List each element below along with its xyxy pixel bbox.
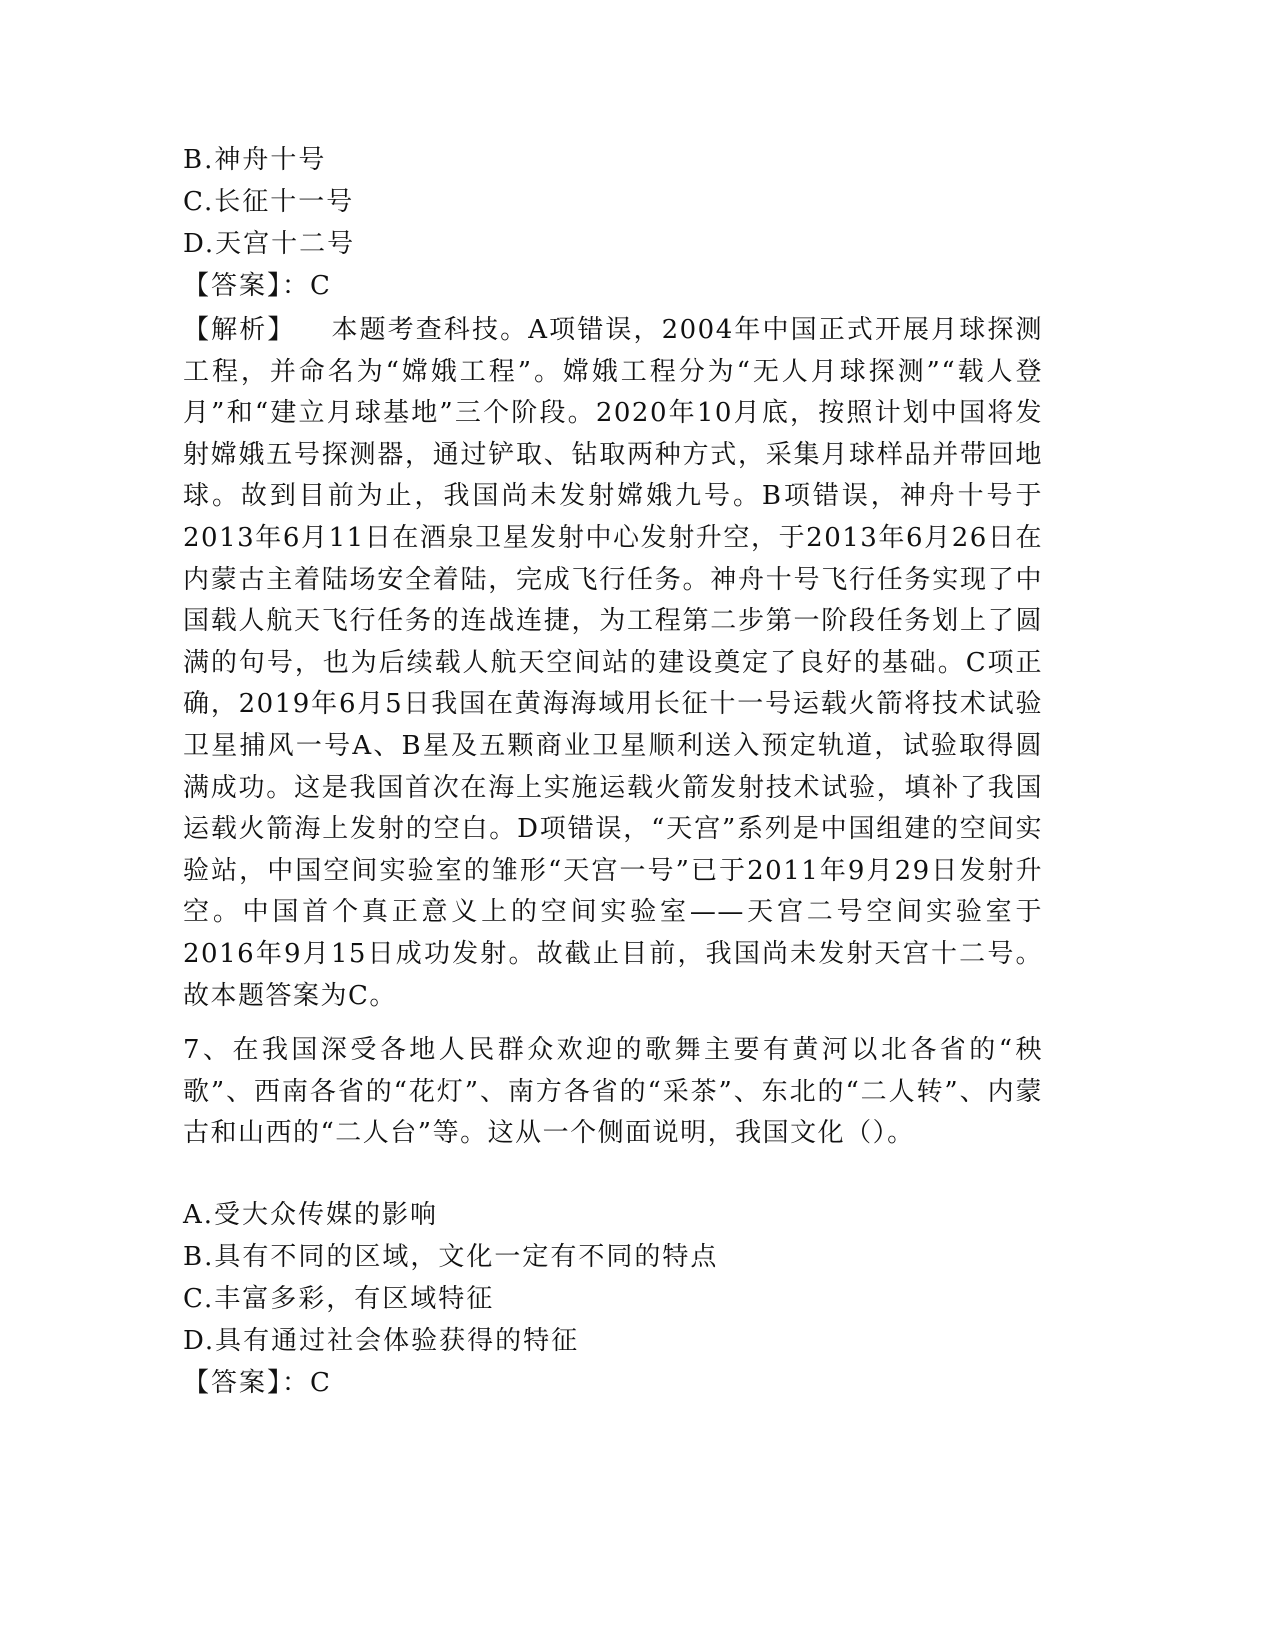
q7-option-d: D.具有通过社会体验获得的特征 <box>183 1326 580 1356</box>
q7-option-c: C.丰富多彩，有区域特征 <box>183 1284 495 1314</box>
q6-answer: 【答案】：C <box>183 271 332 301</box>
q6-analysis-text: 本题考查科技。A项错误，2004年中国正式开展月球探测工程，并命名为“嫦娥工程”。嫦娥工程分为“无人月球探测”“载人登月”和“建立月球基地”三个阶段。2020年10月底，按照计划中国将发射嫦娥五号探测器，通过铲取、钻取两种方式，采集月球样品并带回地球。故到目前为止，我国尚未发射嫦娥九号。B项错误，神舟十号于2013年6月11日在酒泉卫星发射中心发射升空，于2013年6月26日在内蒙古主着陆场安全着陆，完成飞行任务。神舟十号飞行任务实现了中国载人航天飞行任务的连战连捷，为工程第二步第一阶段任务划上了圆满的句号，也为后续载人航天空间站的建设奠定了良好的基础。C项正确，2019年6月5日我国在黄海海域用长征十一号运载火箭将技术试验卫星捕风一号A、B星及五颗商业卫星顺利送入预定轨道，试验取得圆满成功。这是我国首次在海上实施运载火箭发射技术试验，填补了我国运载火箭海上发射的空白。D项错误，“天宫”系列是中国组建的空间实验站，中国空间实验室的雏形“天宫一号”已于2011年9月29日发射升空。中国首个真正意义上的空间实验室——天宫二号空间实验室于2016年9月15日成功发射。故截止目前，我国尚未发射天宫十二号。故本题答案为C。 <box>183 315 1043 1011</box>
q6-analysis-label: 【解析】 <box>183 315 296 345</box>
q6-option-b: B.神舟十号 <box>183 145 327 175</box>
q6-option-c: C.长征十一号 <box>183 187 355 217</box>
q6-option-d: D.天宫十二号 <box>183 229 356 259</box>
q7-option-b: B.具有不同的区域，文化一定有不同的特点 <box>183 1242 719 1272</box>
q7-option-a: A.受大众传媒的影响 <box>183 1200 439 1230</box>
q7-answer: 【答案】：C <box>183 1368 332 1398</box>
q6-analysis <box>183 310 1043 1017</box>
q7-question: 7、在我国深受各地人民群众欢迎的歌舞主要有黄河以北各省的“秧歌”、西南各省的“花灯”、南方各省的“采茶”、东北的“二人转”、内蒙古和山西的“二人台”等。这从一个侧面说明，我国文化（）。 <box>183 1035 1043 1149</box>
